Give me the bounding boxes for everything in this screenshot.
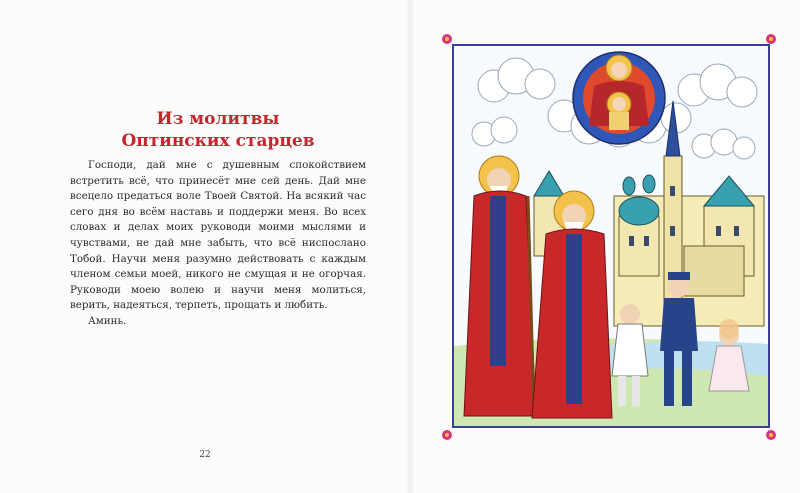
corner-ornament-icon bbox=[440, 32, 454, 46]
prayer-paragraph: Господи, дай мне с душевным спокойствием встретить всё, что принесёт мне сей день. Дай мне всецело предаться воле Твоей Святой. На всякий час сего дня во всём наставь и поддержи меня. Во всех словах и делах моих руководи моими мыслями и чувствами, не дай мне забыть, что всё ниспослано Тобой. Научи меня разумно действовать с каждым членом семьи моей, никого не смущая и не огорчая. Руководи моею волею и научи меня молиться, верить, надеяться, терпеть, прощать и любить. bbox=[70, 159, 366, 312]
illustration-frame bbox=[452, 44, 770, 428]
corner-ornament-icon bbox=[764, 32, 778, 46]
title-line-2: Оптинских старцев bbox=[121, 131, 315, 151]
illustration bbox=[454, 46, 768, 426]
corner-ornament-icon bbox=[440, 428, 454, 442]
title-line-1: Из молитвы bbox=[156, 109, 280, 129]
prayer-text bbox=[70, 158, 366, 330]
amen-line: Аминь. bbox=[88, 314, 127, 327]
corner-ornament-icon bbox=[764, 428, 778, 442]
theotokos-icon bbox=[573, 52, 665, 144]
prayer-title bbox=[88, 108, 348, 152]
page-number: 22 bbox=[199, 450, 211, 460]
book-spine bbox=[405, 0, 415, 493]
